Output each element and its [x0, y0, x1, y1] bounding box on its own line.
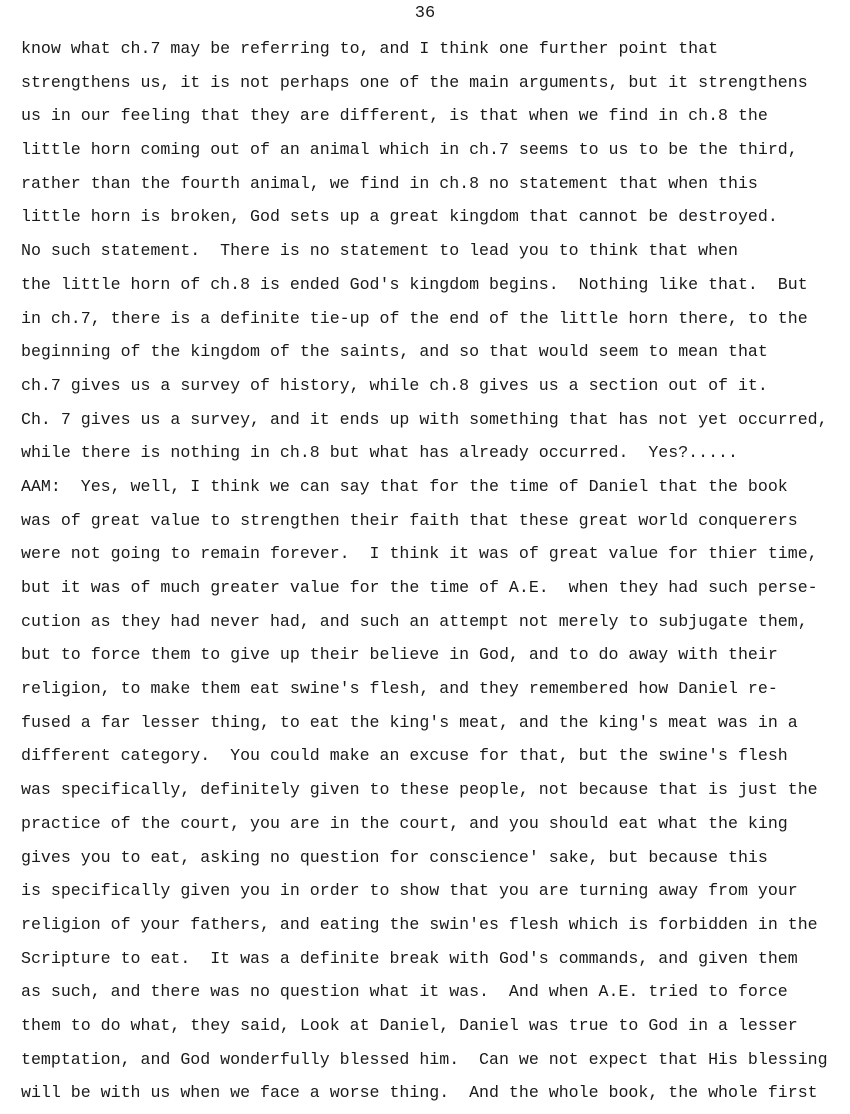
- text-line: will be with us when we face a worse thing. And the whole book, the whole first: [21, 1083, 818, 1103]
- text-line: temptation, and God wonderfully blessed him. Can we not expect that His blessing: [21, 1049, 828, 1069]
- text-line: but to force them to give up their believe in God, and to do away with their: [21, 645, 778, 665]
- text-line: religion, to make them eat swine's flesh, and they remembered how Daniel re-: [21, 679, 778, 699]
- text-line: different category. You could make an excuse for that, but the swine's flesh: [21, 746, 788, 766]
- text-line: know what ch.7 may be referring to, and I think one further point that: [21, 39, 719, 58]
- text-line: the little horn of ch.8 is ended God's kingdom begins. Nothing like that. But: [21, 274, 808, 294]
- text-line: practice of the court, you are in the court, and you should eat what the king: [21, 813, 788, 833]
- text-line: but it was of much greater value for the time of A.E. when they had such perse-: [21, 578, 818, 597]
- text-line: No such statement. There is no statement to lead you to think that when: [21, 241, 738, 261]
- text-line: ch.7 gives us a survey of history, while ch.8 gives us a section out of it.: [21, 375, 768, 395]
- text-line: while there is nothing in ch.8 but what has already occurred. Yes?.....: [21, 443, 738, 463]
- text-line: beginning of the kingdom of the saints, and so that would seem to mean that: [21, 342, 768, 362]
- text-line: little horn coming out of an animal which in ch.7 seems to us to be the third,: [21, 140, 798, 160]
- text-line: strengthens us, it is not perhaps one of the main arguments, but it strengthens: [21, 72, 808, 92]
- text-line: AAM: Yes, well, I think we can say that for the time of Daniel that the book: [21, 476, 788, 496]
- text-line: them to do what, they said, Look at Daniel, Daniel was true to God in a lesser: [21, 1015, 798, 1035]
- text-line: us in our feeling that they are different, is that when we find in ch.8 the: [21, 106, 768, 126]
- text-line: cution as they had never had, and such an attempt not merely to subjugate them,: [21, 611, 808, 631]
- page-number: 36: [414, 4, 436, 23]
- text-line: rather than the fourth animal, we find in ch.8 no statement that when this: [21, 173, 758, 193]
- text-line: as such, and there was no question what it was. And when A.E. tried to force: [21, 982, 788, 1002]
- text-line: is specifically given you in order to show that you are turning away from your: [21, 881, 798, 901]
- text-line: in ch.7, there is a definite tie-up of the end of the little horn there, to the: [21, 308, 808, 328]
- text-line: fused a far lesser thing, to eat the king's meat, and the king's meat was in a: [21, 712, 798, 732]
- text-line: Ch. 7 gives us a survey, and it ends up with something that has not yet occurred,: [21, 409, 828, 429]
- text-line: were not going to remain forever. I think it was of great value for thier time,: [21, 544, 818, 564]
- body-text: [21, 36, 841, 1114]
- text-line: was of great value to strengthen their faith that these great world conquerers: [21, 510, 798, 530]
- text-line: religion of your fathers, and eating the swin'es flesh which is forbidden in the: [21, 914, 818, 934]
- text-line: was specifically, definitely given to these people, not because that is just the: [21, 780, 818, 800]
- text-line: Scripture to eat. It was a definite break with God's commands, and given them: [21, 948, 798, 968]
- text-line: little horn is broken, God sets up a great kingdom that cannot be destroyed.: [21, 207, 778, 227]
- text-line: gives you to eat, asking no question for conscience' sake, but because this: [21, 847, 768, 867]
